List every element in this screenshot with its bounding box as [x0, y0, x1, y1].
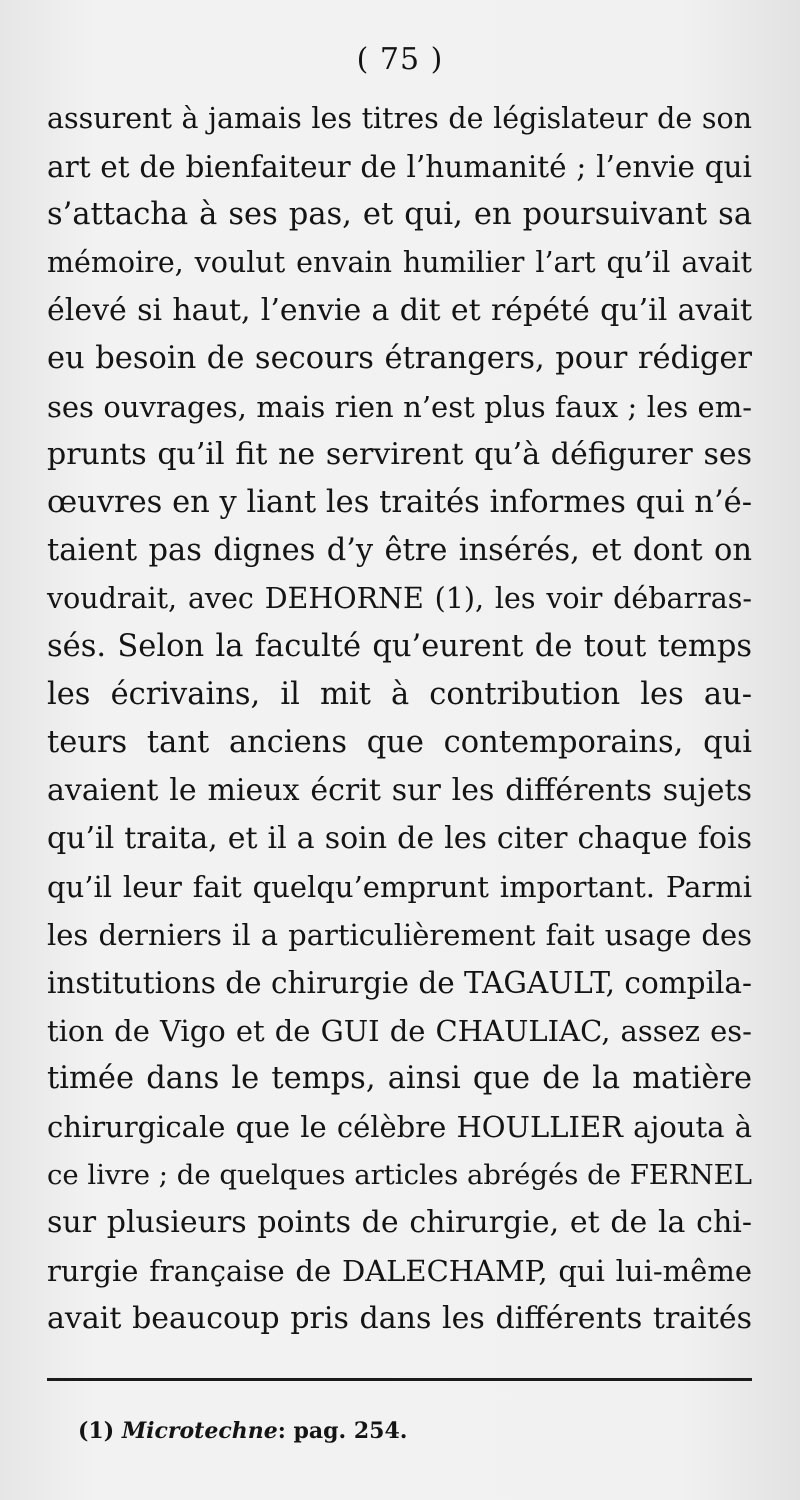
text-line: chirurgicale que le célèbre HOULLIER ajouta à	[47, 1110, 752, 1144]
text-line: s’attacha à ses pas, et qui, en poursuivant sa	[47, 197, 752, 232]
footnote-reference: : pag. 254.	[277, 1418, 408, 1444]
text-line: qu’il leur fait quelqu’emprunt important. Parmi	[47, 870, 752, 904]
text-line: mémoire, voulut envain humilier l’art qu’il avait	[47, 246, 752, 279]
text-line: avait beaucoup pris dans les différents traités	[47, 1301, 752, 1336]
text-line: taient pas dignes d’y être insérés, et dont on	[47, 533, 752, 568]
text-line: ce livre ; de quelques articles abrégés de FERNEL	[47, 1159, 752, 1191]
text-line: voudrait, avec DEHORNE (1), les voir débarras-	[47, 582, 752, 615]
text-line: les derniers il a particulièrement fait usage des	[47, 918, 752, 952]
footnote-rule	[47, 1378, 752, 1381]
text-line: teurs tant anciens que contemporains, qui	[47, 725, 752, 760]
footnote-marker: (1)	[78, 1418, 115, 1444]
body-text	[47, 95, 752, 1343]
text-line: prunts qu’il fit ne servirent qu’à défigurer ses	[47, 437, 752, 472]
text-line: art et de bienfaiteur de l’humanité ; l’envie qui	[47, 150, 752, 184]
text-line: qu’il traita, et il a soin de les citer chaque fois	[47, 821, 752, 856]
text-line: timée dans le temps, ainsi que de la matière	[47, 1061, 752, 1096]
text-line: sés. Selon la faculté qu’eurent de tout temps	[47, 629, 752, 664]
text-line: les écrivains, il mit à contribution les au-	[47, 677, 752, 712]
text-line: élevé si haut, l’envie a dit et répété qu’il avait	[47, 293, 752, 328]
text-line: institutions de chirurgie de TAGAULT, compila-	[47, 966, 752, 1000]
footnote	[78, 1418, 407, 1444]
text-line: sur plusieurs points de chirurgie, et de la chi-	[47, 1205, 752, 1240]
text-line: ses ouvrages, mais rien n’est plus faux ; les em-	[47, 390, 752, 424]
text-line: eu besoin de secours étrangers, pour rédiger	[47, 341, 752, 376]
text-line: assurent à jamais les titres de législateur de son	[47, 102, 752, 135]
footnote-title: Microtechne	[121, 1418, 278, 1444]
text-line: tion de Vigo et de GUI de CHAULIAC, assez es-	[47, 1014, 752, 1048]
text-line: rurgie française de DALECHAMP, qui lui-même	[47, 1254, 752, 1288]
text-line: avaient le mieux écrit sur les différents sujets	[47, 773, 752, 808]
page-number: ( 75 )	[356, 42, 444, 77]
text-line: œuvres en y liant les traités informes qui n’é-	[47, 485, 752, 520]
